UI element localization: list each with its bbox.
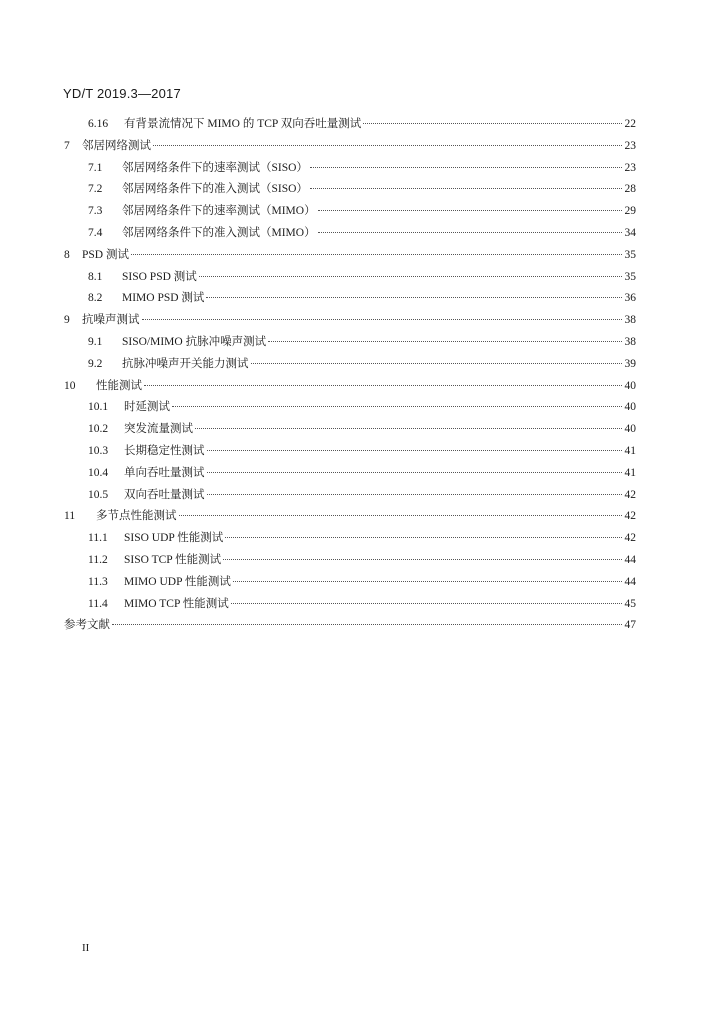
dot-leader (172, 406, 622, 407)
toc-entry-page: 22 (624, 118, 636, 130)
toc-entry-page: 29 (624, 205, 636, 218)
toc-entry-title: 抗噪声测试 (82, 314, 140, 327)
toc-entry-title: 邻居网络测试 (82, 139, 151, 152)
toc-entry-number: 11.1 (88, 532, 108, 545)
toc-entry-page: 40 (624, 401, 636, 414)
toc-entry[interactable] (64, 528, 636, 550)
toc-entry-title: 突发流量测试 (124, 423, 193, 436)
toc-entry-number: 7.4 (88, 226, 103, 239)
toc-entry[interactable] (64, 288, 636, 310)
toc-entry-page: 38 (624, 314, 636, 327)
toc-entry[interactable] (64, 267, 636, 289)
toc-entry-page: 38 (624, 335, 636, 348)
toc-entry-title: PSD 测试 (82, 248, 129, 261)
toc-entry-number: 10 (64, 379, 76, 392)
toc-entry-page: 23 (624, 139, 636, 152)
toc-entry-title: SISO PSD 测试 (122, 270, 197, 283)
toc-entry-page: 42 (624, 532, 636, 545)
dot-leader (231, 603, 622, 604)
toc-entry[interactable] (64, 441, 636, 463)
dot-leader (206, 297, 622, 298)
toc-entry-page: 42 (624, 488, 636, 501)
toc-entry-title: MIMO UDP 性能测试 (124, 575, 231, 588)
toc-entry-title: 双向吞吐量测试 (124, 488, 205, 501)
toc-entry[interactable] (64, 114, 636, 136)
toc-entry[interactable] (64, 485, 636, 507)
dot-leader (179, 515, 623, 516)
toc-entry-title: MIMO TCP 性能测试 (124, 597, 229, 610)
toc-entry-title: 单向吞吐量测试 (124, 466, 205, 479)
toc-entry[interactable] (64, 463, 636, 485)
toc-entry-number: 9.1 (88, 335, 103, 348)
toc-entry[interactable] (64, 615, 636, 637)
toc-entry-page: 35 (624, 270, 636, 283)
toc-entry-title: 邻居网络条件下的准入测试（SISO） (122, 183, 308, 196)
toc-entry[interactable] (64, 419, 636, 441)
toc-entry-page: 39 (624, 357, 636, 370)
toc-entry-title: 邻居网络条件下的速率测试（SISO） (122, 161, 308, 174)
dot-leader (310, 188, 622, 189)
toc-entry-number: 10.3 (88, 444, 109, 457)
toc-entry-number: 8.1 (88, 270, 103, 283)
toc-entry-title: SISO UDP 性能测试 (124, 532, 224, 545)
table-of-contents (64, 114, 636, 637)
toc-entry-page: 40 (624, 379, 636, 392)
toc-entry[interactable] (64, 397, 636, 419)
toc-entry[interactable] (64, 136, 636, 158)
dot-leader (112, 624, 622, 625)
toc-entry[interactable] (64, 354, 636, 376)
dot-leader (199, 276, 622, 277)
toc-entry-title: SISO TCP 性能测试 (124, 553, 222, 566)
toc-entry-page: 36 (624, 292, 636, 305)
toc-entry[interactable] (64, 594, 636, 616)
dot-leader (318, 210, 622, 211)
dot-leader (268, 341, 622, 342)
toc-entry-number: 7 (64, 139, 70, 152)
toc-entry-number: 11.2 (88, 553, 108, 566)
toc-entry-number: 10.5 (88, 488, 109, 501)
toc-entry-number: 6.16 (88, 118, 109, 130)
toc-entry-page: 41 (624, 444, 636, 457)
toc-entry-title: 邻居网络条件下的准入测试（MIMO） (122, 226, 316, 239)
toc-entry-number: 10.1 (88, 401, 109, 414)
toc-entry-page: 47 (624, 619, 636, 632)
document-id-header: YD/T 2019.3—2017 (63, 86, 181, 101)
toc-entry-title: 多节点性能测试 (96, 510, 177, 523)
toc-entry-number: 11.3 (88, 575, 108, 588)
toc-entry[interactable] (64, 550, 636, 572)
toc-entry-number: 7.2 (88, 183, 103, 196)
toc-entry[interactable] (64, 310, 636, 332)
toc-entry-page: 42 (624, 510, 636, 523)
toc-entry-page: 35 (624, 248, 636, 261)
toc-entry[interactable] (64, 223, 636, 245)
dot-leader (131, 254, 622, 255)
dot-leader (207, 450, 623, 451)
toc-entry[interactable] (64, 506, 636, 528)
toc-entry-title: 长期稳定性测试 (124, 444, 205, 457)
toc-entry-number: 7.1 (88, 161, 103, 174)
toc-entry-title: 时延测试 (124, 401, 170, 414)
toc-entry[interactable] (64, 158, 636, 180)
dot-leader (363, 123, 622, 124)
toc-entry[interactable] (64, 245, 636, 267)
toc-entry-page: 23 (624, 161, 636, 174)
dot-leader (195, 428, 622, 429)
toc-entry-number: 9 (64, 314, 70, 327)
page-number-footer: II (82, 942, 90, 954)
toc-entry-title: MIMO PSD 测试 (122, 292, 205, 305)
toc-entry[interactable] (64, 376, 636, 398)
toc-entry-title: 抗脉冲噪声开关能力测试 (122, 357, 249, 370)
toc-entry-page: 40 (624, 423, 636, 436)
toc-entry-number: 11 (64, 510, 76, 523)
toc-entry-page: 44 (624, 553, 636, 566)
toc-entry[interactable] (64, 179, 636, 201)
dot-leader (318, 232, 622, 233)
dot-leader (225, 537, 622, 538)
dot-leader (251, 363, 623, 364)
toc-entry-number: 11.4 (88, 597, 108, 610)
toc-entry-title: 性能测试 (96, 379, 142, 392)
toc-entry-title: 有背景流情况下 MIMO 的 TCP 双向吞吐量测试 (124, 118, 362, 130)
toc-entry-number: 10.4 (88, 466, 109, 479)
toc-entry-number: 10.2 (88, 423, 109, 436)
toc-entry[interactable] (64, 572, 636, 594)
dot-leader (233, 581, 622, 582)
toc-entry-number: 8.2 (88, 292, 103, 305)
dot-leader (207, 494, 623, 495)
toc-entry-title: 邻居网络条件下的速率测试（MIMO） (122, 205, 316, 218)
toc-entry-page: 45 (624, 597, 636, 610)
toc-entry-page: 44 (624, 575, 636, 588)
toc-entry[interactable] (64, 201, 636, 223)
toc-entry-page: 34 (624, 226, 636, 239)
toc-entry[interactable] (64, 332, 636, 354)
toc-entry-number: 8 (64, 248, 70, 261)
toc-entry-number: 9.2 (88, 357, 103, 370)
toc-entry-number: 7.3 (88, 205, 103, 218)
dot-leader (223, 559, 622, 560)
toc-entry-title: 参考文献 (64, 619, 110, 632)
toc-entry-page: 41 (624, 466, 636, 479)
dot-leader (153, 145, 622, 146)
dot-leader (144, 385, 622, 386)
dot-leader (142, 319, 623, 320)
toc-entry-page: 28 (624, 183, 636, 196)
dot-leader (207, 472, 623, 473)
dot-leader (310, 167, 622, 168)
toc-entry-title: SISO/MIMO 抗脉冲噪声测试 (122, 335, 267, 348)
